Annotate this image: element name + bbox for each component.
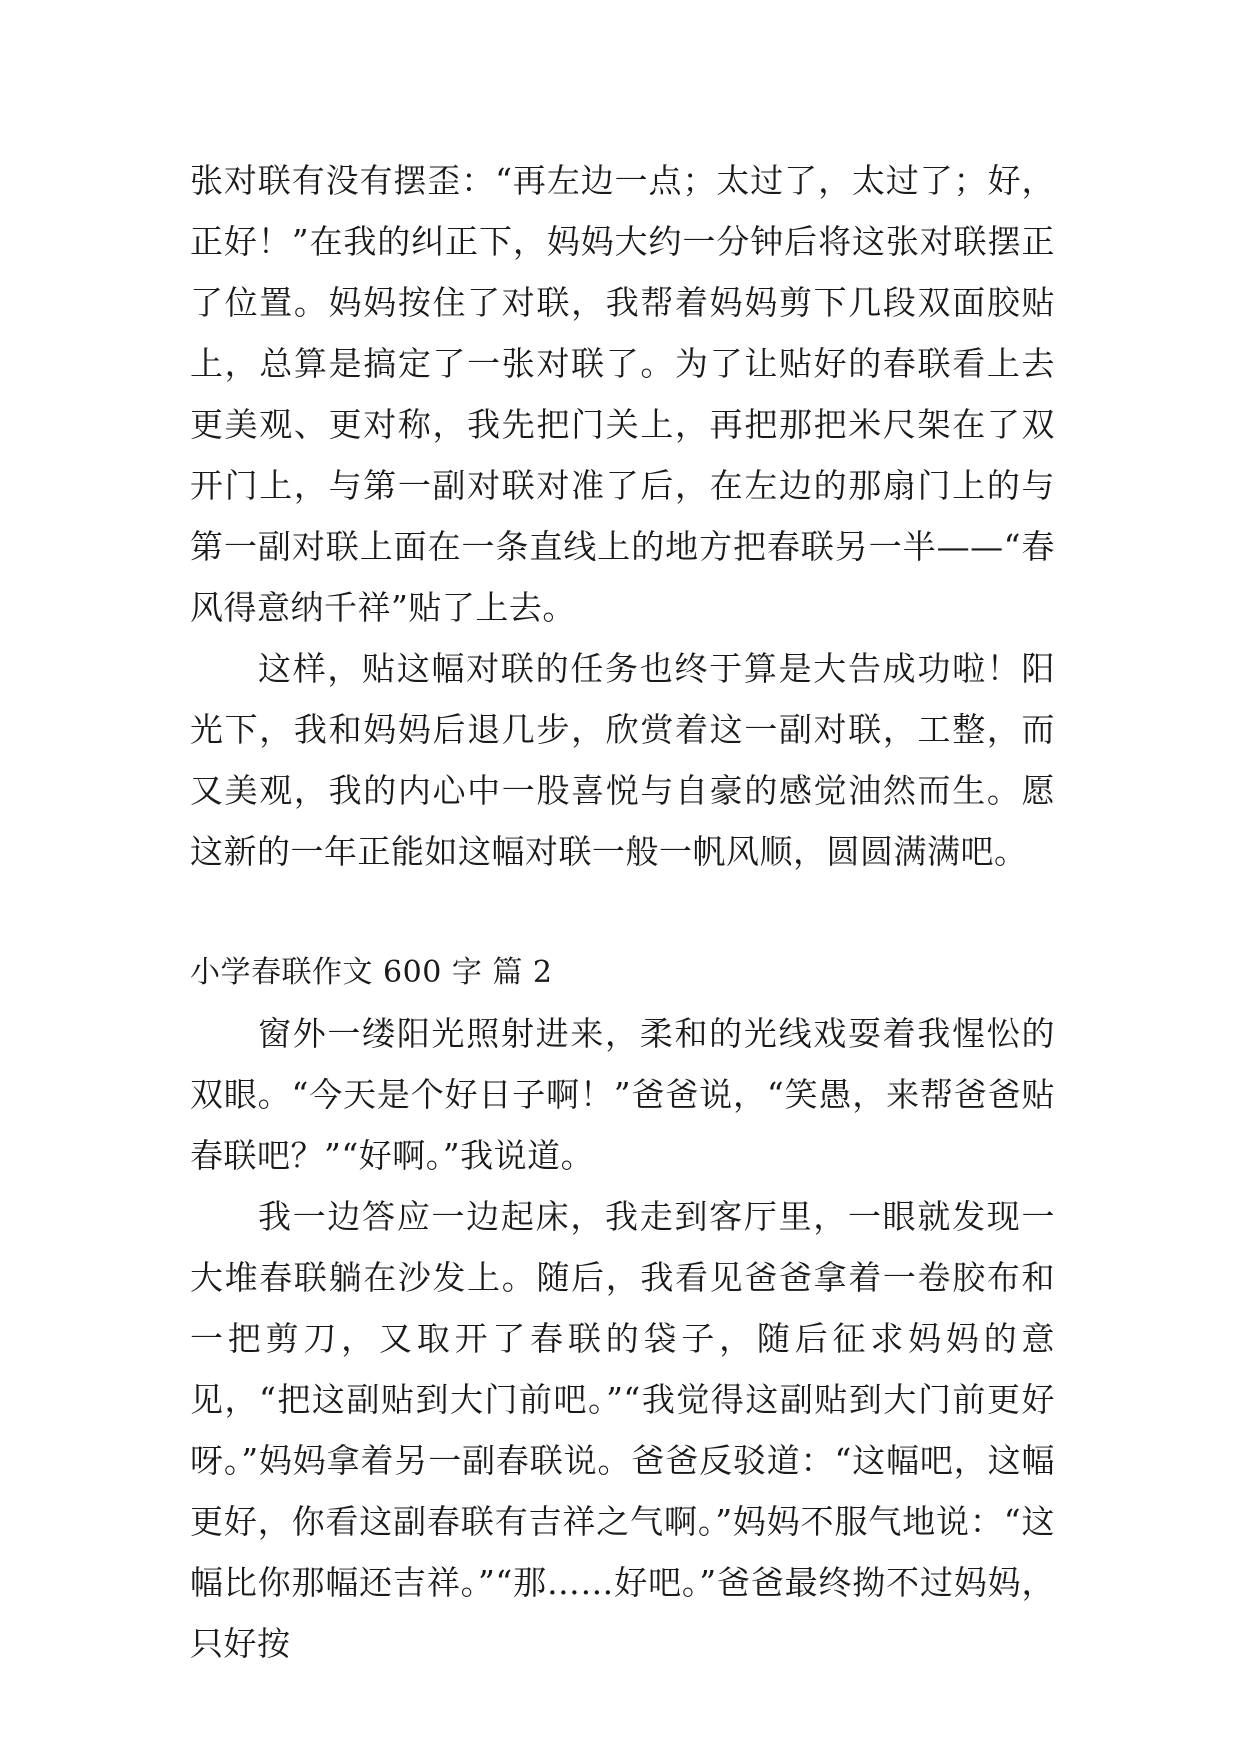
document-page [190,150,1055,1674]
paragraph-conclusion: 这样，贴这幅对联的任务也终于算是大告成功啦！阳光下，我和妈妈后退几步，欣赏着这一副对联，工整，而又美观，我的内心中一股喜悦与自豪的感觉油然而生。愿这新的一年正能如这幅对联一般一帆风顺，圆圆满满吧。 [190,649,1055,871]
paragraph-opening: 窗外一缕阳光照射进来，柔和的光线戏耍着我惺忪的双眼。“今天是个好日子啊！”爸爸说，“笑愚，来帮爸爸贴春联吧？”“好啊。”我说道。 [190,1014,1055,1175]
section-heading: 小学春联作文 600 字 篇 2 [190,955,553,990]
paragraph-continued: 张对联有没有摆歪：“再左边一点；太过了，太过了；好，正好！”在我的纠正下，妈妈大约一分钟后将这张对联摆正了位置。妈妈按住了对联，我帮着妈妈剪下几段双面胶贴上，总算是搞定了一张对联了。为了让贴好的春联看上去更美观、更对称，我先把门关上，再把那把米尺架在了双开门上，与第一副对联对准了后，在左边的那扇门上的与第一副对联上面在一条直线上的地方把春联另一半——“春风得意纳千祥”贴了上去。 [190,161,1055,627]
section-spacer [190,882,1055,942]
paragraph-body: 我一边答应一边起床，我走到客厅里，一眼就发现一大堆春联躺在沙发上。随后，我看见爸爸拿着一卷胶布和一把剪刀，又取开了春联的袋子，随后征求妈妈的意见，“把这副贴到大门前吧。”“我觉得这副贴到大门前更好呀。”妈妈拿着另一副春联说。爸爸反驳道：“这幅吧，这幅更好，你看这副春联有吉祥之气啊。”妈妈不服气地说：“这幅比你那幅还吉祥。”“那……好吧。”爸爸最终拗不过妈妈，只好按 [190,1197,1055,1663]
